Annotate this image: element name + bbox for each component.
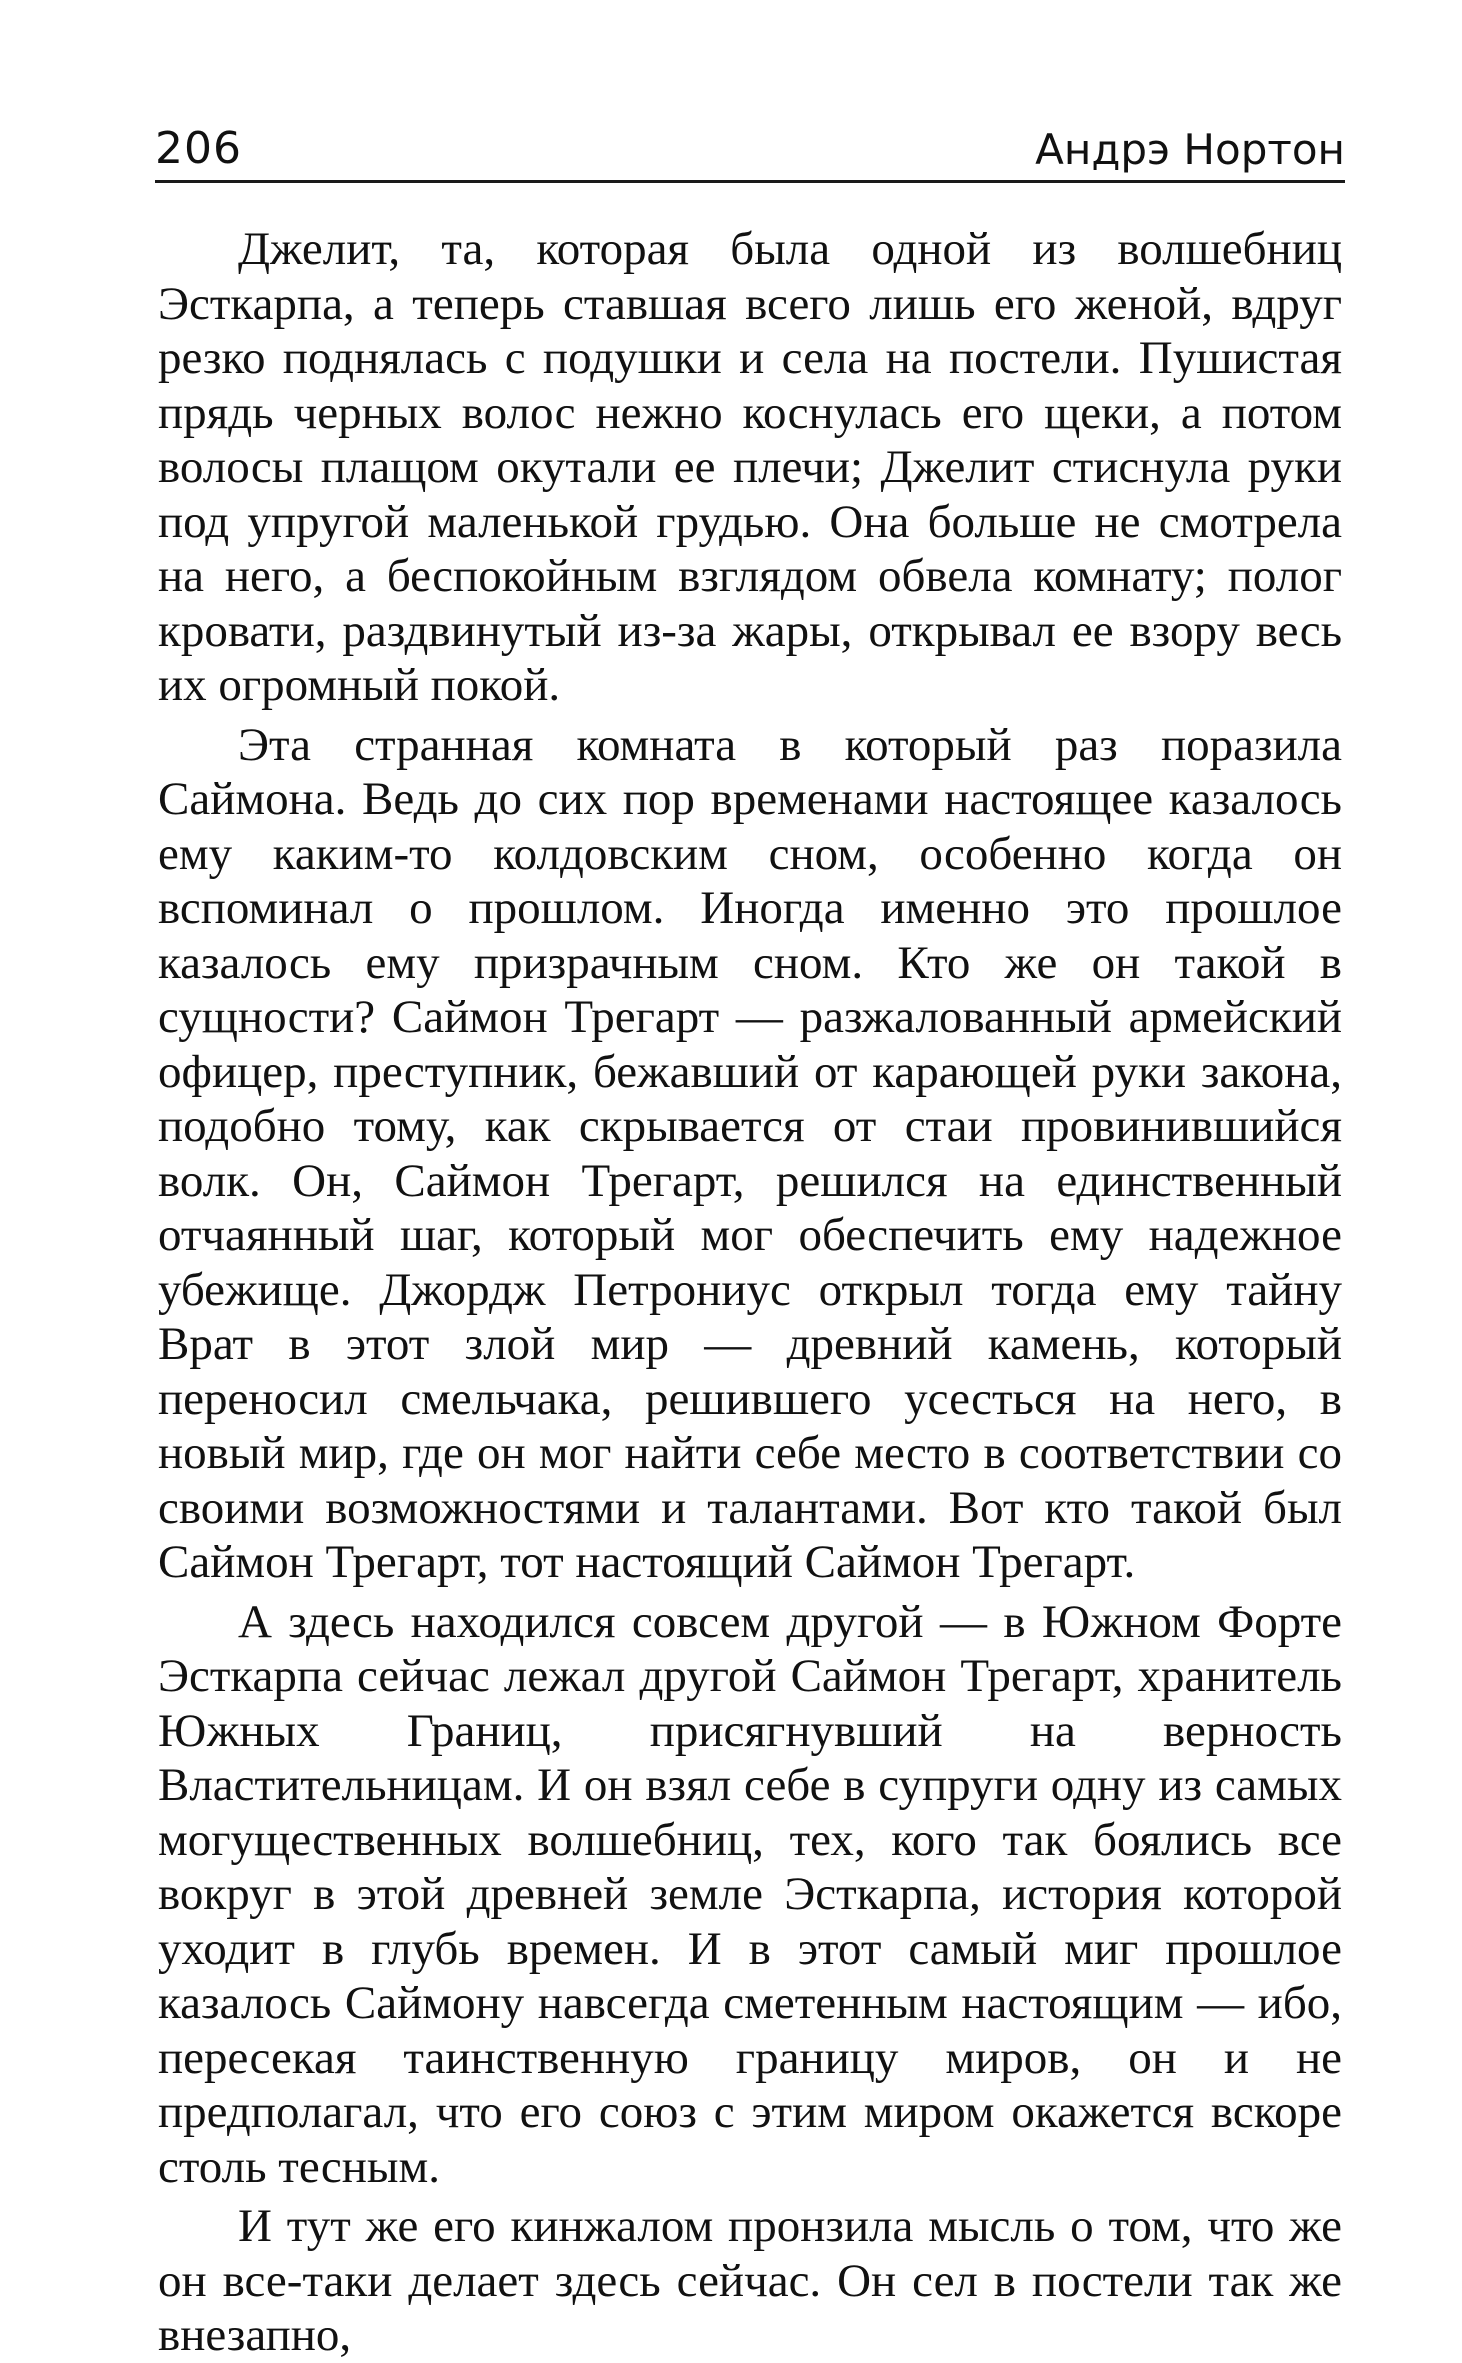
page-number: 206 [155, 123, 242, 174]
body-text [158, 222, 1342, 2363]
paragraph-3: А здесь находился совсем другой — в Южном Форте Эсткарпа сейчас лежал другой Саймон Трегарт, хранитель Южных Границ, присягнувший на верность Властительницам. И он взял себе в супруги одну из самых могущественных волшебниц, тех, кого так боялись все вокруг в этой древней земле Эсткарпа, история которой уходит в глубь времен. И в этот самый миг прошлое казалось Саймону навсегда сметенным настоящим — ибо, пересекая таинственную границу миров, он и не предполагал, что его союз с этим миром окажется вскоре столь тесным. [158, 1595, 1342, 2193]
paragraph-1: Джелит, та, которая была одной из волшебниц Эсткарпа, а теперь ставшая всего лишь его женой, вдруг резко поднялась с подушки и села на постели. Пушистая прядь черных волос нежно коснулась его щеки, а потом волосы плащом окутали ее плечи; Джелит стиснула руки под упругой маленькой грудью. Она больше не смотрела на него, а беспокойным взглядом обвела комнату; полог кровати, раздвинутый из-за жары, открывал ее взору весь их огромный покой. [158, 223, 1342, 711]
paragraph-2: Эта странная комната в который раз поразила Саймона. Ведь до сих пор временами настоящее казалось ему каким-то колдовским сном, особенно когда он вспоминал о прошлом. Иногда именно это прошлое казалось ему призрачным сном. Кто же он такой в сущности? Саймон Трегарт — разжалованный армейский офицер, преступник, бежавший от карающей руки закона, подобно тому, как скрывается от стаи провинившийся волк. Он, Саймон Трегарт, решился на единственный отчаянный шаг, который мог обеспечить ему надежное убежище. Джордж Петрониус открыл тогда ему тайну Врат в этот злой мир — древний камень, который переносил смельчака, решившего усесться на него, в новый мир, где он мог найти себе место в соответствии со своими возможностями и талантами. Вот кто такой был Саймон Трегарт, тот настоящий Саймон Трегарт. [158, 718, 1342, 1588]
running-head-author: Андрэ Нортон [1035, 125, 1345, 174]
page-header [155, 118, 1345, 183]
paragraph-4: И тут же его кинжалом пронзила мысль о том, что же он все-таки делает здесь сейчас. Он сел в постели так же внезапно, [158, 2200, 1342, 2361]
